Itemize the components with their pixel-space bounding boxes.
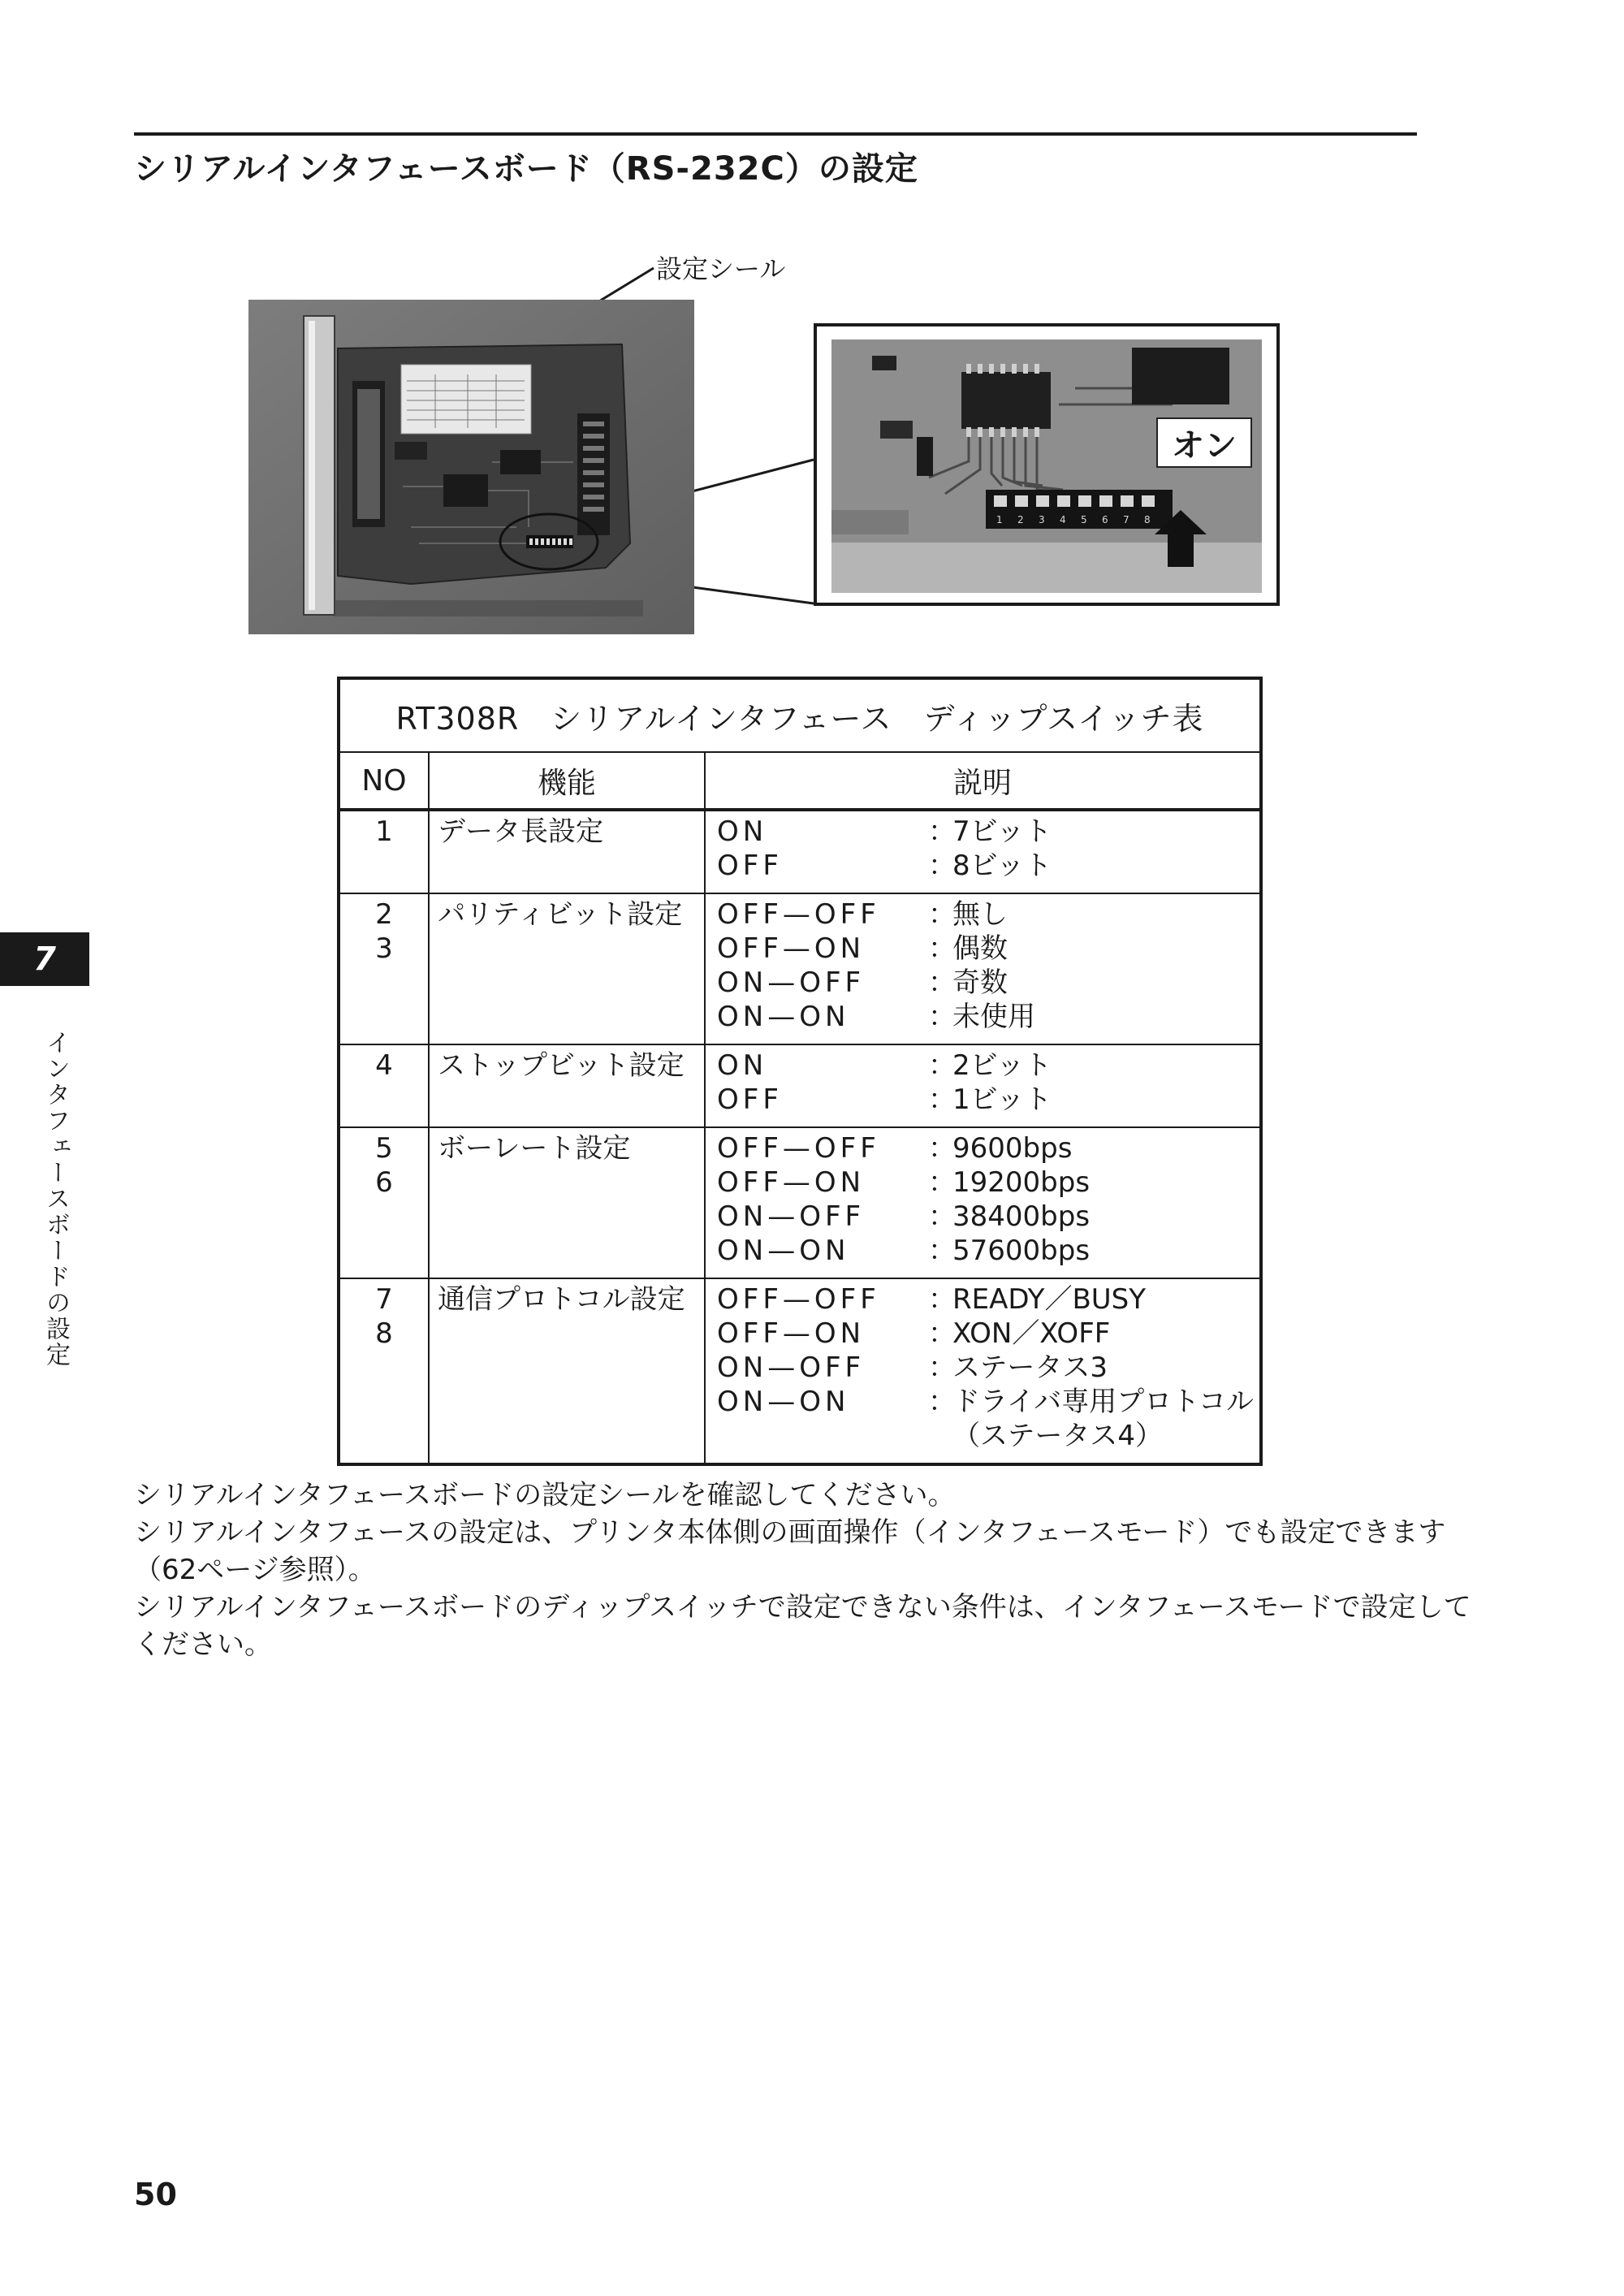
table-row (339, 810, 1261, 893)
chapter-side-title: インタフェースボードの設定 (41, 1030, 70, 1368)
option-text: 57600bps (952, 1234, 1091, 1267)
option-code: ON—ON (717, 1386, 850, 1418)
option-text: ドライバ専用プロトコル (952, 1386, 1254, 1418)
option-separator: ： (928, 1166, 956, 1199)
switch-number: 1 (375, 815, 393, 848)
option-text: ステータス3 (952, 1351, 1108, 1384)
svg-text:6: 6 (1102, 514, 1108, 525)
option-text: 奇数 (952, 966, 1008, 999)
option-line (717, 1000, 1259, 1034)
row-no (339, 1278, 429, 1464)
option-code: OFF—OFF (717, 1283, 880, 1316)
table-row (339, 893, 1261, 1044)
option-code: OFF (717, 1083, 783, 1116)
option-code: ON (717, 1049, 768, 1082)
row-description (705, 893, 1261, 1044)
option-separator: ： (928, 1083, 956, 1116)
table-row (339, 1044, 1261, 1127)
option-code: OFF (717, 850, 783, 882)
option-note: （ステータス4） (952, 1420, 1163, 1452)
option-code: ON (717, 815, 768, 848)
switch-number: 7 (375, 1283, 393, 1316)
option-line (717, 1131, 1259, 1165)
switch-number: 6 (375, 1166, 393, 1199)
option-line (717, 932, 1259, 966)
option-text: 無し (952, 898, 1008, 931)
table-title: RT308R シリアルインタフェース ディップスイッチ表 (339, 678, 1261, 752)
header-function: 機能 (429, 752, 705, 810)
option-line (717, 1049, 1259, 1083)
heading-rule (134, 132, 1417, 136)
option-line (717, 897, 1259, 932)
row-description (705, 1044, 1261, 1127)
row-description (705, 1278, 1261, 1464)
header-description: 説明 (705, 752, 1261, 810)
option-text: 38400bps (952, 1200, 1091, 1233)
option-line (717, 849, 1259, 883)
chapter-tab: 7 (0, 932, 89, 986)
option-separator: ： (928, 1001, 956, 1033)
option-separator: ： (928, 815, 956, 848)
option-text: 7ビット (952, 815, 1052, 848)
option-text: 未使用 (952, 1001, 1035, 1033)
option-text: READY／BUSY (952, 1283, 1147, 1316)
switch-number: 3 (375, 932, 393, 965)
option-code: ON—ON (717, 1234, 850, 1267)
option-separator: ： (928, 1283, 956, 1316)
switch-number: 4 (375, 1049, 393, 1082)
option-line (717, 815, 1259, 849)
table-row (339, 1127, 1261, 1278)
switch-number: 8 (375, 1317, 393, 1350)
option-line (717, 1234, 1259, 1268)
row-description (705, 1127, 1261, 1278)
sticker-callout-label: 設定シール (656, 253, 786, 284)
option-separator: ： (928, 932, 956, 965)
option-text: 2ビット (952, 1049, 1052, 1082)
option-separator: ： (928, 1132, 956, 1165)
svg-text:7: 7 (1123, 514, 1129, 525)
svg-text:4: 4 (1060, 514, 1066, 525)
option-code: OFF—OFF (717, 1132, 880, 1165)
svg-text:3: 3 (1039, 514, 1045, 525)
header-no: NO (339, 752, 429, 810)
callout-connectors (0, 0, 1624, 731)
row-no (339, 1127, 429, 1278)
option-line (717, 1385, 1259, 1419)
option-separator: ： (928, 898, 956, 931)
option-separator: ： (928, 1317, 956, 1350)
dip-switch-zoom-frame (814, 323, 1280, 606)
option-code: ON—OFF (717, 1351, 866, 1384)
svg-text:1: 1 (996, 514, 1003, 525)
option-code: OFF—OFF (717, 898, 880, 931)
option-separator: ： (928, 966, 956, 999)
section-heading: シリアルインタフェースボード（RS-232C）の設定 (134, 150, 918, 188)
option-separator: ： (928, 1234, 956, 1267)
option-line (717, 1282, 1259, 1317)
row-no (339, 810, 429, 893)
paragraph-check-sticker: シリアルインタフェースボードの設定シールを確認してください。 (134, 1479, 956, 1511)
option-line (717, 1083, 1259, 1117)
option-line (717, 1165, 1259, 1200)
svg-text:8: 8 (1144, 514, 1151, 525)
svg-text:2: 2 (1017, 514, 1024, 525)
on-direction-label: オン (1156, 417, 1252, 468)
option-code: ON—OFF (717, 1200, 866, 1233)
option-separator: ： (928, 1200, 956, 1233)
option-separator: ： (928, 1386, 956, 1418)
option-code: ON—OFF (717, 966, 866, 999)
option-line (717, 1200, 1259, 1234)
svg-text:5: 5 (1081, 514, 1087, 525)
switch-number: 2 (375, 898, 393, 931)
option-line (717, 1317, 1259, 1351)
switch-number: 5 (375, 1132, 393, 1165)
body-text (134, 1477, 1474, 1663)
option-text: 偶数 (952, 932, 1008, 965)
option-separator: ： (928, 1351, 956, 1384)
option-line (717, 1351, 1259, 1385)
board-photo (248, 300, 694, 634)
row-function: パリティビット設定 (429, 893, 705, 1044)
row-function: データ長設定 (429, 810, 705, 893)
row-function: 通信プロトコル設定 (429, 1278, 705, 1464)
option-text: 9600bps (952, 1132, 1073, 1165)
option-code: OFF—ON (717, 1166, 866, 1199)
row-no (339, 1044, 429, 1127)
option-separator: ： (928, 1049, 956, 1082)
paragraph-interface-mode: シリアルインタフェースの設定は、プリンタ本体側の画面操作（インタフェースモード）でも設定できます（62ページ参照）。 (134, 1516, 1446, 1586)
table-body (339, 810, 1261, 1464)
page-number: 50 (134, 2177, 177, 2212)
option-code: ON—ON (717, 1001, 850, 1033)
row-no (339, 893, 429, 1044)
option-separator: ： (928, 850, 956, 882)
paragraph-unsupported: シリアルインタフェースボードのディップスイッチで設定できない条件は、インタフェースモードで設定してください。 (134, 1591, 1471, 1661)
option-text: 1ビット (952, 1083, 1052, 1116)
option-code: OFF—ON (717, 1317, 866, 1350)
option-code: OFF—ON (717, 932, 866, 965)
dip-switch-table (337, 677, 1263, 1466)
row-function: ボーレート設定 (429, 1127, 705, 1278)
option-text: 8ビット (952, 850, 1052, 882)
option-text: 19200bps (952, 1166, 1091, 1199)
option-text: XON／XOFF (952, 1317, 1111, 1350)
option-line (717, 966, 1259, 1000)
row-description (705, 810, 1261, 893)
table-row (339, 1278, 1261, 1464)
row-function: ストップビット設定 (429, 1044, 705, 1127)
